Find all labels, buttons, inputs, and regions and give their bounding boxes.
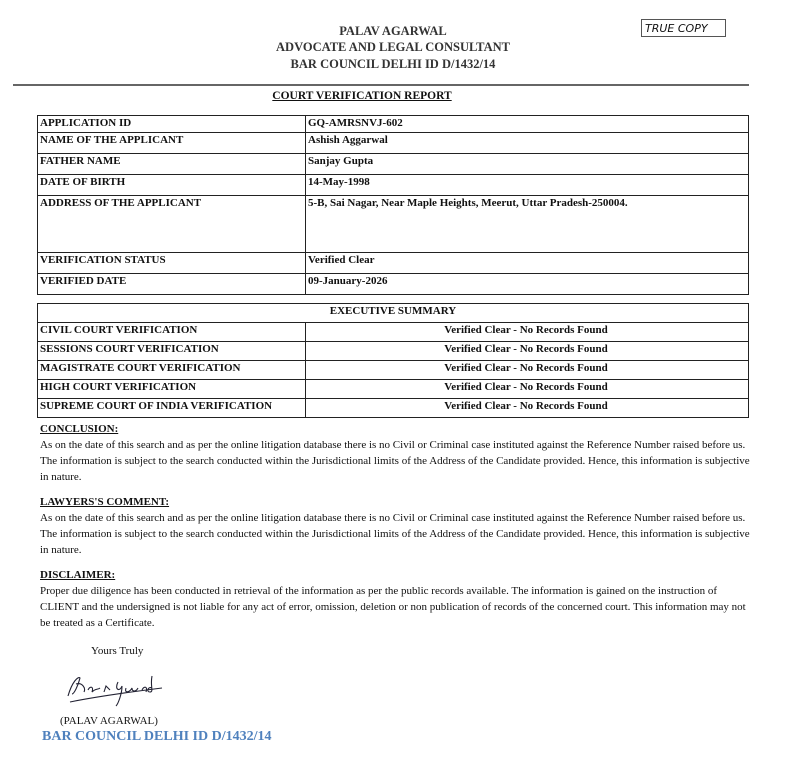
row-label: APPLICATION ID: [38, 116, 306, 133]
row-label: SUPREME COURT OF INDIA VERIFICATION: [38, 399, 306, 418]
header-bar-id: BAR COUNCIL DELHI ID D/1432/14: [290, 57, 496, 71]
row-label: DATE OF BIRTH: [38, 175, 306, 196]
conclusion-text: As on the date of this search and as per the online litigation database there is no Civil or Criminal case instituted against the Reference Number raised before us. The information is subject to the search conducted within the Jurisdictional limits of the Address of the Candidate provided. Hence, this information is subjective in nature.: [40, 439, 750, 483]
table-row: [38, 116, 749, 133]
comment-heading: LAWYERS'S COMMENT:: [40, 496, 170, 508]
row-value: Verified Clear - No Records Found: [306, 361, 749, 380]
conclusion-section: [40, 423, 752, 485]
executive-summary-table: [37, 303, 749, 418]
footer-bar-id: BAR COUNCIL DELHI ID D/1432/14: [42, 729, 272, 744]
row-label: CIVIL COURT VERIFICATION: [38, 323, 306, 342]
row-value: Verified Clear - No Records Found: [306, 399, 749, 418]
row-value: Verified Clear - No Records Found: [306, 380, 749, 399]
table-row: [38, 133, 749, 154]
closing-text: Yours Truly: [91, 645, 144, 657]
signatory-name: (PALAV AGARWAL): [60, 715, 158, 727]
row-label: VERIFIED DATE: [38, 274, 306, 295]
row-label: VERIFICATION STATUS: [38, 253, 306, 274]
row-label: MAGISTRATE COURT VERIFICATION: [38, 361, 306, 380]
row-value: 5-B, Sai Nagar, Near Maple Heights, Meerut, Uttar Pradesh-250004.: [306, 196, 749, 253]
table-row: [38, 274, 749, 295]
table-row: [38, 253, 749, 274]
table-row: [38, 323, 749, 342]
table-row: [38, 342, 749, 361]
row-label: FATHER NAME: [38, 154, 306, 175]
advocate-designation: ADVOCATE AND LEGAL CONSULTANT: [276, 40, 510, 54]
row-value: Sanjay Gupta: [306, 154, 749, 175]
table-row: [38, 380, 749, 399]
conclusion-heading: CONCLUSION:: [40, 423, 119, 435]
disclaimer-heading: DISCLAIMER:: [40, 569, 116, 581]
row-label: SESSIONS COURT VERIFICATION: [38, 342, 306, 361]
lawyer-comment-section: [40, 496, 752, 558]
applicant-details-table: [37, 115, 749, 295]
disclaimer-text: Proper due diligence has been conducted in retrieval of the information as per the public records available. The information is gained on the instruction of CLIENT and the undersigned is not liable for any act of error, omission, deletion or non publication of records of the concerned court. This information may not be treated as a Certificate.: [40, 585, 746, 629]
table-row: [38, 196, 749, 253]
summary-header-row: [38, 304, 749, 323]
row-label: NAME OF THE APPLICANT: [38, 133, 306, 154]
signature-image: [60, 668, 170, 708]
comment-text: As on the date of this search and as per the online litigation database there is no Civil or Criminal case instituted against the Reference Number raised before us. The information is subject to the search conducted within the Jurisdictional limits of the Address of the Candidate provided. Hence, this information is subjective in nature.: [40, 512, 750, 556]
row-value: 14-May-1998: [306, 175, 749, 196]
row-label: HIGH COURT VERIFICATION: [38, 380, 306, 399]
row-label: ADDRESS OF THE APPLICANT: [38, 196, 306, 253]
header-divider: [13, 84, 749, 86]
disclaimer-section: [40, 569, 752, 631]
table-row: [38, 399, 749, 418]
row-value: Verified Clear: [306, 253, 749, 274]
table-row: [38, 175, 749, 196]
row-value: Verified Clear - No Records Found: [306, 323, 749, 342]
report-title: COURT VERIFICATION REPORT: [272, 90, 452, 102]
advocate-name: PALAV AGARWAL: [339, 24, 447, 38]
row-value: Ashish Aggarwal: [306, 133, 749, 154]
row-value: GQ-AMRSNVJ-602: [306, 116, 749, 133]
row-value: 09-January-2026: [306, 274, 749, 295]
row-value: Verified Clear - No Records Found: [306, 342, 749, 361]
table-row: [38, 154, 749, 175]
table-row: [38, 361, 749, 380]
summary-heading: EXECUTIVE SUMMARY: [38, 304, 749, 323]
true-copy-stamp: TRUE COPY: [641, 19, 726, 37]
